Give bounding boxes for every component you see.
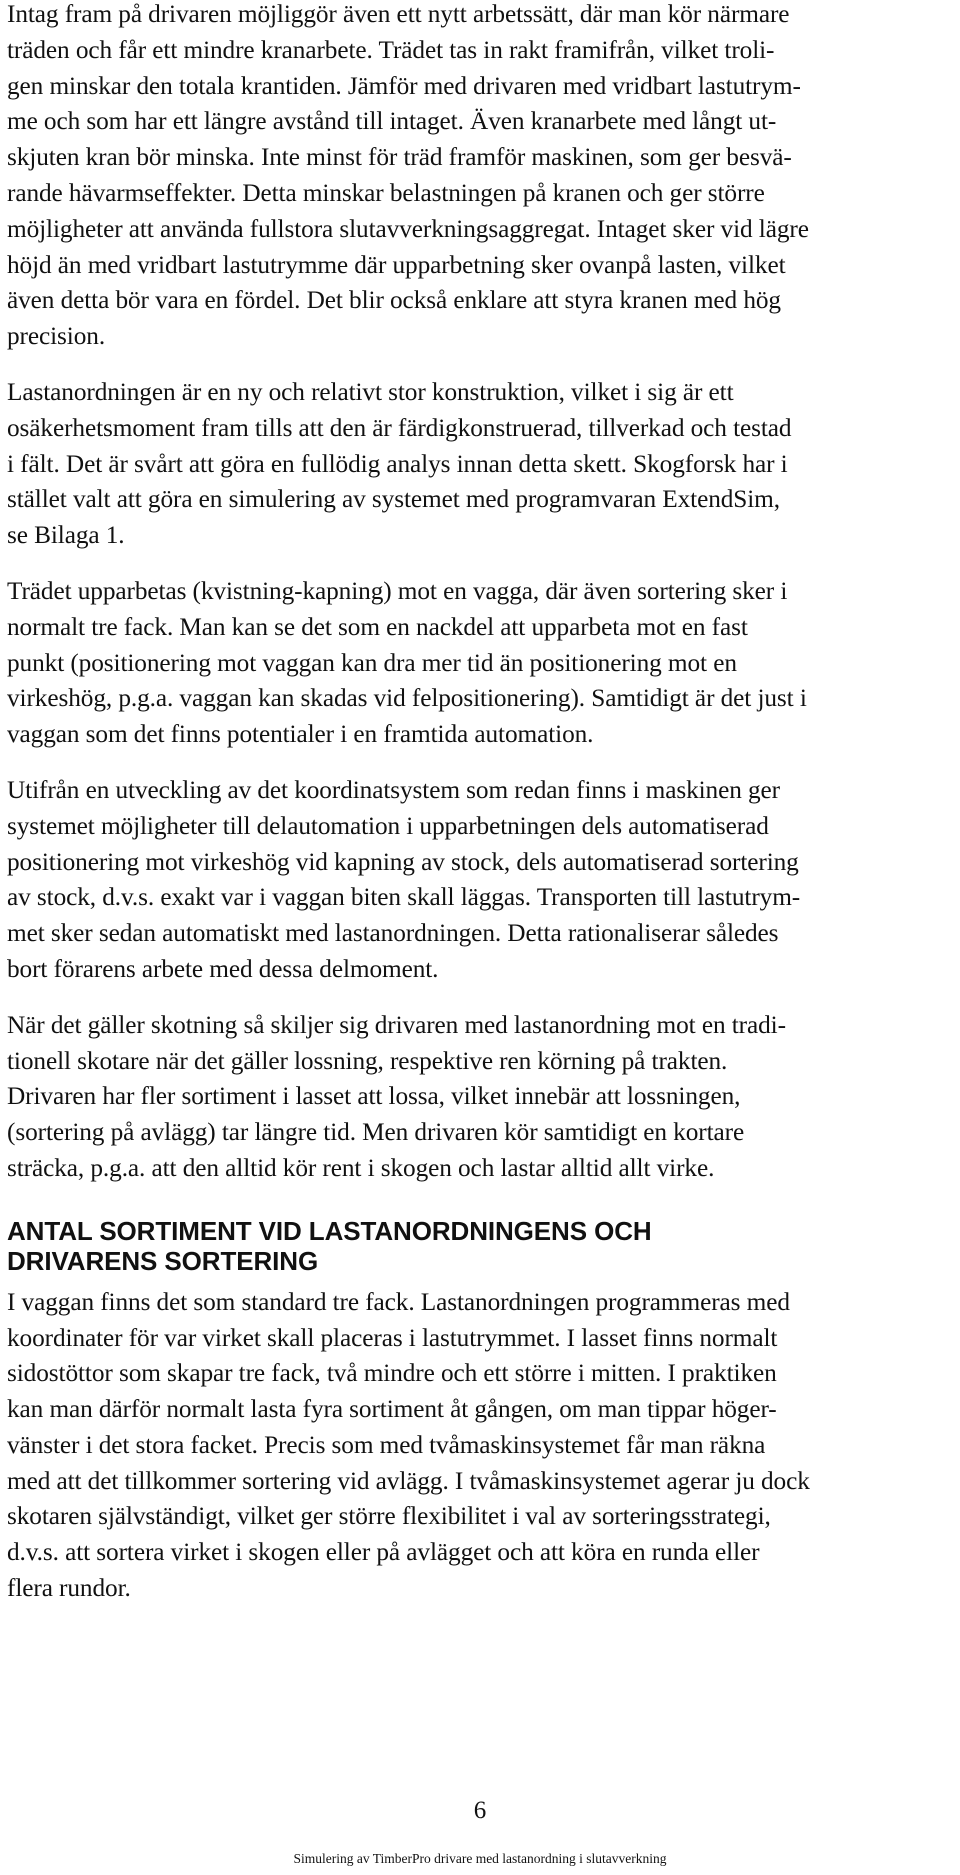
paragraph-forwarding [7, 1008, 955, 1187]
text-line: Drivaren har fler sortiment i lasset att lossa, vilket innebär att lossningen, [7, 1082, 741, 1111]
text-line: med att det tillkommer sortering vid avlägg. I tvåmaskinsystemet agerar ju dock [7, 1466, 810, 1495]
text-line: även detta bör vara en fördel. Det blir också enklare att styra kranen med hög [7, 286, 781, 315]
text-line: stället valt att göra en simulering av systemet med programvaran ExtendSim, [7, 485, 780, 514]
text-line: met sker sedan automatiskt med lastanordningen. Detta rationaliserar således [7, 919, 779, 948]
text-line: positionering mot virkeshög vid kapning av stock, dels automatiserad sortering [7, 847, 799, 876]
text-line: vänster i det stora facket. Precis som med tvåmaskinsystemet får man räkna [7, 1430, 766, 1459]
text-line: träden och får ett mindre kranarbete. Trädet tas in rakt framifrån, vilket troli- [7, 35, 775, 64]
text-line: koordinater för var virket skall placeras i lastutrymmet. I lasset finns normalt [7, 1323, 778, 1352]
text-line: kan man därför normalt lasta fyra sortiment åt gången, om man tippar höger- [7, 1395, 777, 1424]
paragraph-intake [7, 0, 955, 355]
heading-line: ANTAL SORTIMENT VID LASTANORDNINGENS OCH [7, 1215, 652, 1246]
page-footer: Simulering av TimberPro drivare med lastanordning i slutavverkning [293, 1851, 667, 1866]
text-line: rande hävarmseffekter. Detta minskar belastningen på kranen och ger större [7, 178, 765, 207]
heading-line: DRIVARENS SORTERING [7, 1245, 319, 1276]
text-line: normalt tre fack. Man kan se det som en nackdel att upparbeta mot en fast [7, 612, 748, 641]
text-line: I vaggan finns det som standard tre fack. Lastanordningen programmeras med [7, 1287, 790, 1316]
text-line: skotaren självständigt, vilket ger större flexibilitet i val av sorteringsstrategi, [7, 1502, 771, 1531]
paragraph-assortments [7, 1285, 955, 1607]
text-line: d.v.s. att sortera virket i skogen eller på avlägget och att köra en runda eller [7, 1538, 760, 1567]
paragraph-automation [7, 773, 955, 988]
text-line: vaggan som det finns potentialer i en framtida automation. [7, 720, 594, 749]
text-line: punkt (positionering mot vaggan kan dra mer tid än positionering mot en [7, 648, 737, 677]
text-line: tionell skotare när det gäller lossning, respektive ren körning på trakten. [7, 1046, 728, 1075]
text-line: Intag fram på drivaren möjliggör även ett nytt arbetssätt, där man kör närmare [7, 0, 790, 28]
text-line: osäkerhetsmoment fram tills att den är färdigkonstruerad, tillverkad och testad [7, 413, 792, 442]
text-line: precision. [7, 322, 106, 351]
text-line: sträcka, p.g.a. att den alltid kör rent i skogen och lastar alltid allt virke. [7, 1153, 715, 1182]
text-line: systemet möjligheter till delautomation i upparbetningen dels automatiserad [7, 811, 769, 840]
text-line: När det gäller skotning så skiljer sig drivaren med lastanordning mot en tradi- [7, 1010, 786, 1039]
page-number: 6 [473, 1797, 487, 1824]
text-line: se Bilaga 1. [7, 521, 125, 550]
text-line: Trädet upparbetas (kvistning-kapning) mot en vagga, där även sortering sker i [7, 576, 788, 605]
text-line: höjd än med vridbart lastutrymme där upparbetning sker ovanpå lasten, vilket [7, 250, 786, 279]
text-line: bort förarens arbete med dessa delmoment. [7, 954, 439, 983]
text-line: av stock, d.v.s. exakt var i vaggan biten skall läggas. Transporten till lastutrym- [7, 883, 801, 912]
text-line: Utifrån en utveckling av det koordinatsystem som redan finns i maskinen ger [7, 775, 780, 804]
body-text [7, 0, 955, 1627]
text-line: virkeshög, p.g.a. vaggan kan skadas vid felpositionering). Samtidigt är det just i [7, 684, 807, 713]
section-heading [7, 1216, 955, 1276]
text-line: me och som har ett längre avstånd till intaget. Även kranarbete med långt ut- [7, 107, 777, 136]
text-line: gen minskar den totala krantiden. Jämför med drivaren med vridbart lastutrym- [7, 71, 801, 100]
text-line: möjligheter att använda fullstora slutavverkningsaggregat. Intaget sker vid lägre [7, 214, 809, 243]
text-line: sidostöttor som skapar tre fack, två mindre och ett större i mitten. I praktiken [7, 1359, 777, 1388]
text-line: Lastanordningen är en ny och relativt stor konstruktion, vilket i sig är ett [7, 377, 734, 406]
text-line: (sortering på avlägg) tar längre tid. Men drivaren kör samtidigt en kortare [7, 1118, 745, 1147]
paragraph-load-device [7, 375, 955, 554]
text-line: skjuten kran bör minska. Inte minst för träd framför maskinen, som ger besvä- [7, 143, 792, 172]
paragraph-processing [7, 574, 955, 753]
text-line: i fält. Det är svårt att göra en fullödig analys innan detta skett. Skogforsk har i [7, 449, 788, 478]
text-line: flera rundor. [7, 1574, 131, 1603]
